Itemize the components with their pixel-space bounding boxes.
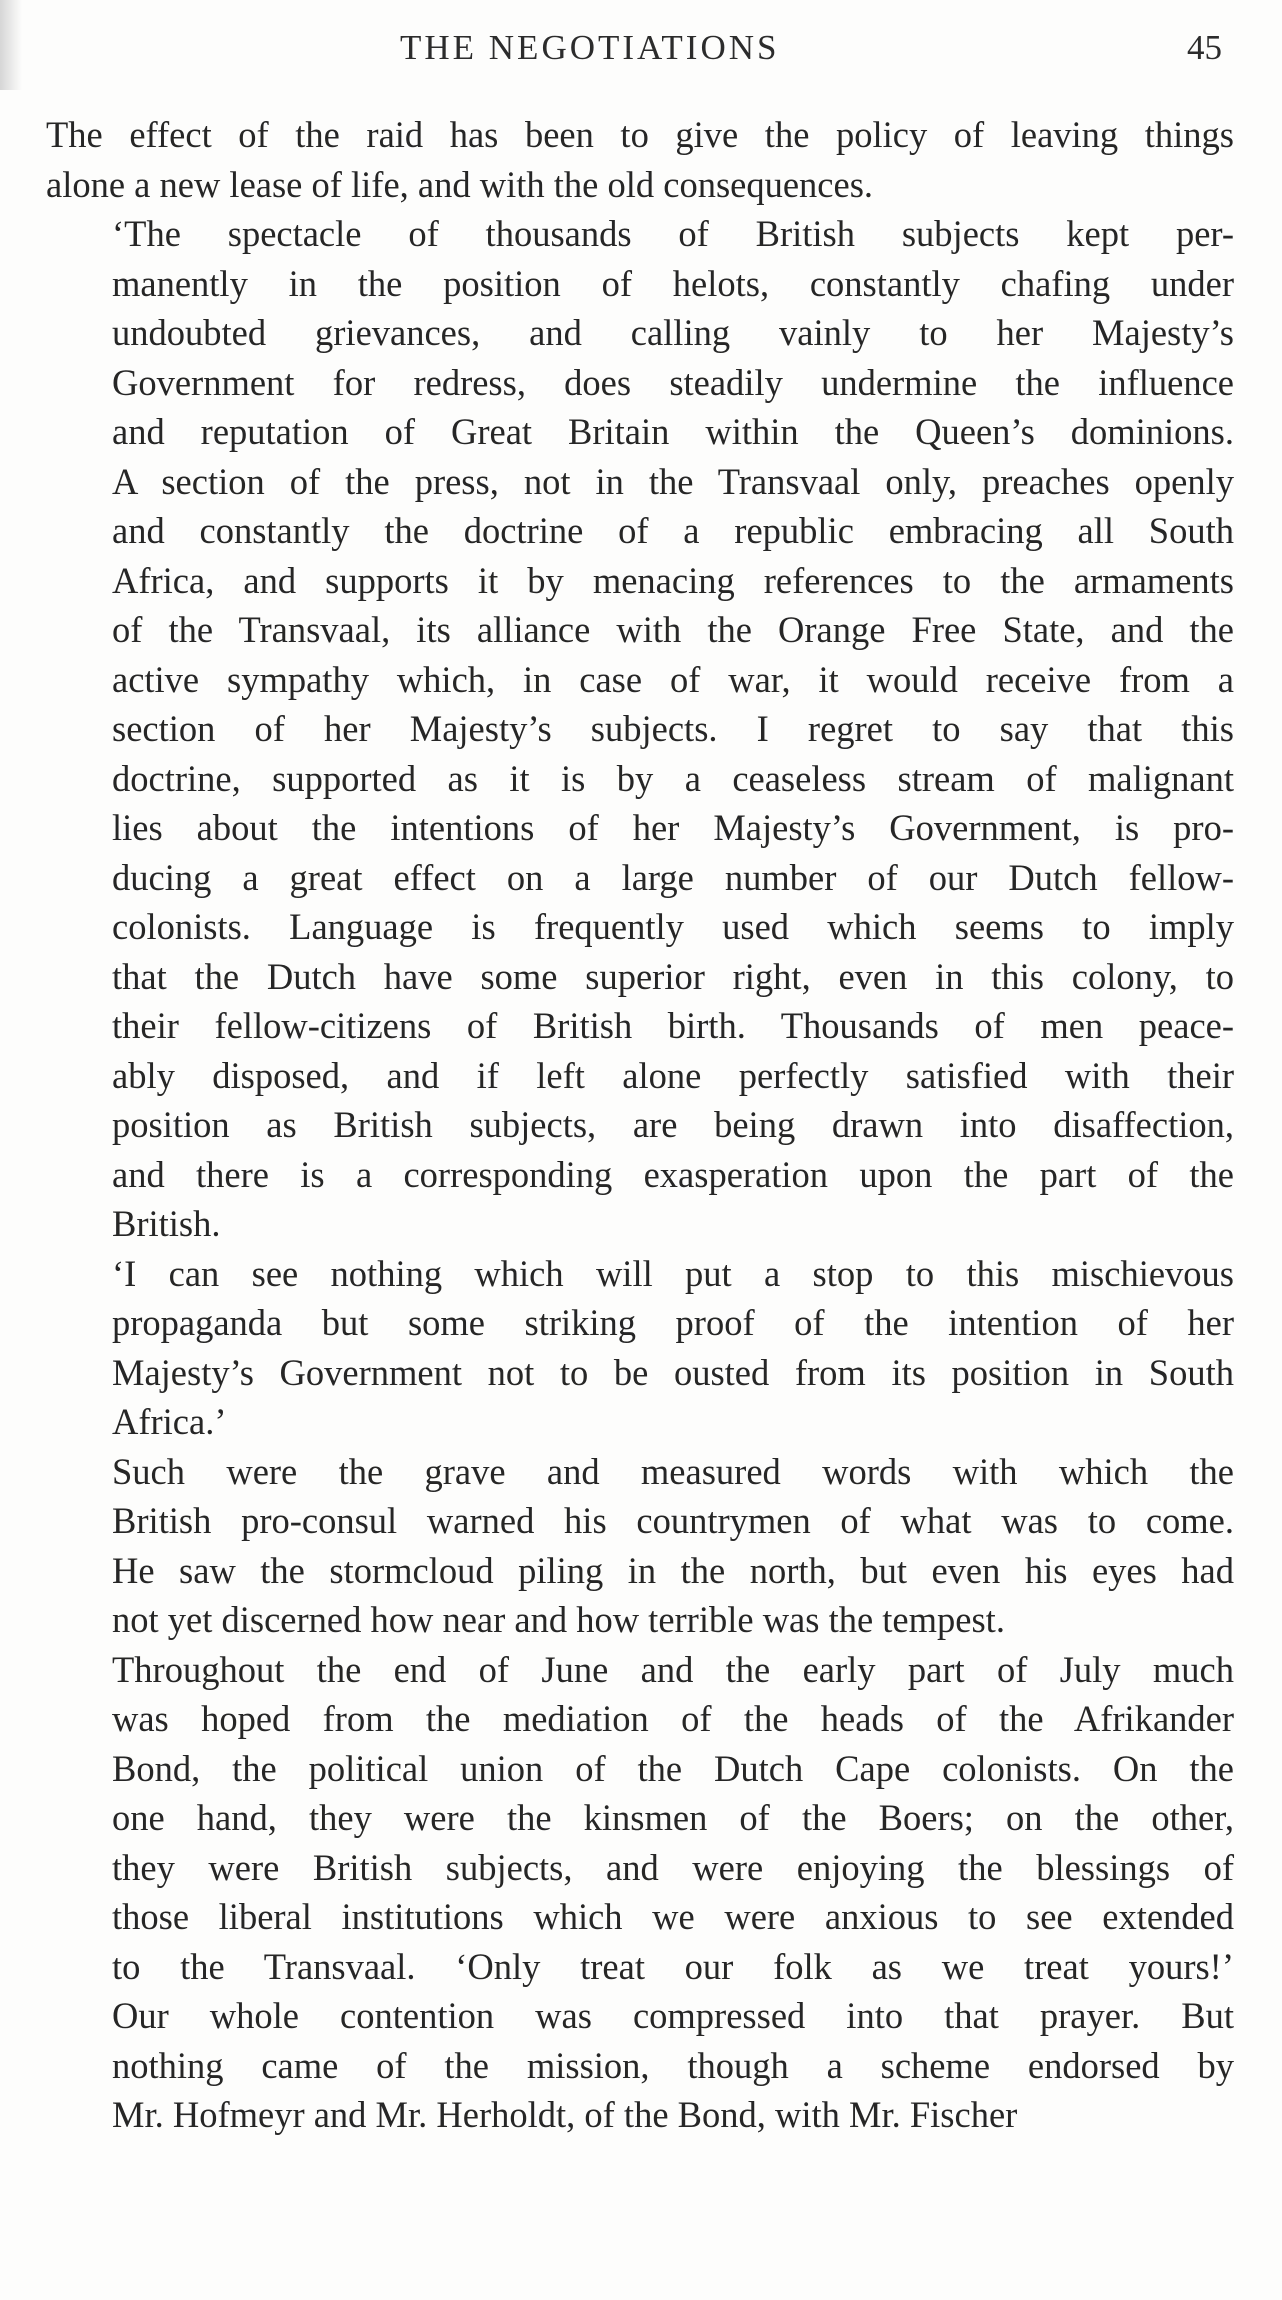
- text-line: ducing a great effect on a large number of our Dutch fellow-: [112, 856, 1234, 898]
- text-line: to the Transvaal. ‘Only treat our folk as we treat yours!’: [112, 1945, 1234, 1987]
- text-line: ‘I can see nothing which will put a stop to this mischievous: [112, 1252, 1234, 1294]
- text-line: Bond, the political union of the Dutch Cape colonists. On the: [112, 1747, 1234, 1789]
- text-line: alone a new lease of life, and with the old consequences.: [46, 163, 874, 205]
- text-line: their fellow-citizens of British birth. Thousands of men peace-: [112, 1005, 1234, 1046]
- text-line: Africa.’: [112, 1401, 227, 1442]
- text-line: The effect of the raid has been to give the policy of leaving things: [46, 114, 1234, 155]
- text-line: Government for redress, does steadily undermine the influence: [112, 361, 1234, 403]
- text-line: was hoped from the mediation of the heads of the Afrikander: [112, 1698, 1234, 1739]
- text-line: Majesty’s Government not to be ousted from its position in South: [112, 1351, 1234, 1393]
- text-line: Africa, and supports it by menacing references to the armaments: [112, 559, 1234, 601]
- text-line: He saw the stormcloud piling in the north, but even his eyes had: [112, 1549, 1234, 1591]
- text-line: undoubted grievances, and calling vainly to her Majesty’s: [112, 312, 1234, 353]
- text-line: section of her Majesty’s subjects. I regret to say that this: [112, 708, 1234, 749]
- paragraph: [46, 110, 1234, 209]
- text-line: one hand, they were the kinsmen of the Boers; on the other,: [112, 1797, 1234, 1838]
- text-line: Throughout the end of June and the early part of July much: [112, 1648, 1234, 1690]
- paragraph: [46, 1447, 1234, 1645]
- paragraph: [46, 209, 1234, 1249]
- text-line: nothing came of the mission, though a scheme endorsed by: [112, 2044, 1234, 2086]
- text-line: lies about the intentions of her Majesty’s Government, is pro-: [112, 807, 1234, 848]
- text-line: A section of the press, not in the Transvaal only, preaches openly: [112, 460, 1234, 502]
- text-line: of the Transvaal, its alliance with the Orange Free State, and the: [112, 609, 1234, 650]
- body-text: [46, 110, 1234, 2140]
- text-line: not yet discerned how near and how terrible was the tempest.: [112, 1599, 1005, 1640]
- text-line: Our whole contention was compressed into that prayer. But: [112, 1995, 1234, 2036]
- text-line: position as British subjects, are being drawn into disaffection,: [112, 1104, 1234, 1145]
- text-line: and constantly the doctrine of a republic embracing all South: [112, 510, 1234, 551]
- text-line: those liberal institutions which we were anxious to see extended: [112, 1896, 1234, 1937]
- text-line: ably disposed, and if left alone perfectly satisfied with their: [112, 1054, 1234, 1096]
- running-title: THE NEGOTIATIONS: [400, 28, 780, 67]
- text-line: Such were the grave and measured words with which the: [112, 1450, 1234, 1492]
- text-line: active sympathy which, in case of war, it would receive from a: [112, 658, 1234, 700]
- paragraph: [46, 1249, 1234, 1447]
- text-line: Mr. Hofmeyr and Mr. Herholdt, of the Bond, with Mr. Fischer: [112, 2094, 1018, 2135]
- paragraph: [46, 1645, 1234, 2140]
- text-line: propaganda but some striking proof of the intention of her: [112, 1302, 1234, 1343]
- text-line: and there is a corresponding exasperation upon the part of the: [112, 1153, 1234, 1195]
- text-line: that the Dutch have some superior right, even in this colony, to: [112, 955, 1234, 997]
- page-number: 45: [1187, 28, 1222, 67]
- text-line: colonists. Language is frequently used which seems to imply: [112, 906, 1234, 947]
- text-line: and reputation of Great Britain within the Queen’s dominions.: [112, 411, 1234, 452]
- text-line: manently in the position of helots, constantly chafing under: [112, 262, 1234, 304]
- text-line: they were British subjects, and were enjoying the blessings of: [112, 1846, 1234, 1888]
- text-line: British.: [112, 1203, 221, 1244]
- running-header: [0, 28, 1282, 72]
- text-line: British pro-consul warned his countrymen of what was to come.: [112, 1500, 1234, 1541]
- text-line: doctrine, supported as it is by a ceaseless stream of malignant: [112, 757, 1234, 799]
- text-line: ‘The spectacle of thousands of British subjects kept per-: [112, 213, 1234, 254]
